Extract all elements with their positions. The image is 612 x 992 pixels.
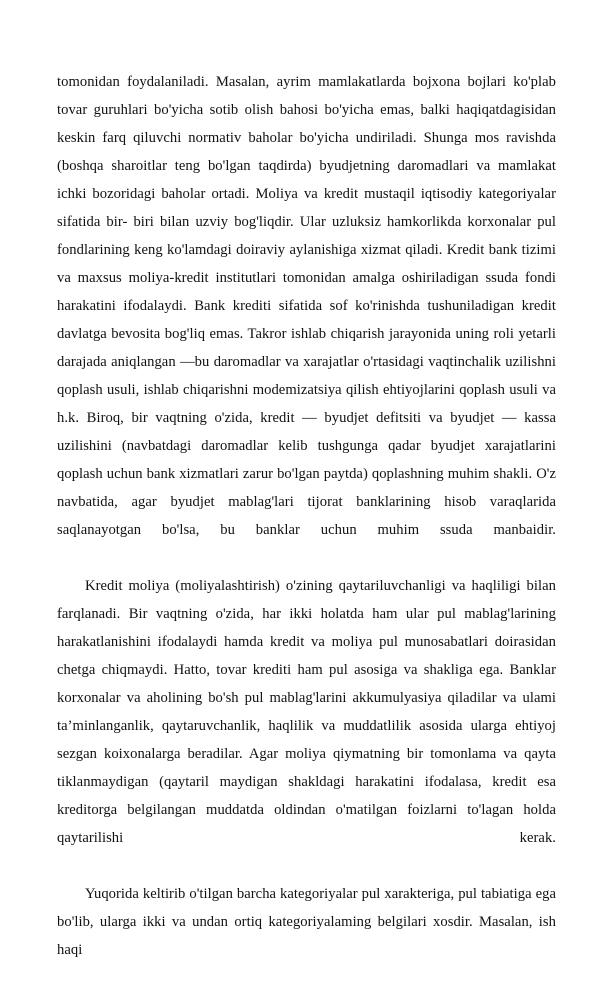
document-body <box>57 68 556 992</box>
paragraph-3: Yuqorida keltirib o'tilgan barcha kategoriyalar pul xarakteriga, pul tabiatiga ega bo'lib, ularga ikki va undan ortiq kategoriyalaming belgilari xosdir. Masalan, ish haqi <box>57 886 556 958</box>
paragraph-1: tomonidan foydalaniladi. Masalan, ayrim mamlakatlarda bojxona bojlari ko'plab tovar guruhlari bo'yicha sotib olish bahosi bo'yicha emas, balki haqiqatdagisidan keskin farq qiluvchi normativ baholar bo'yicha undiriladi. Shunga mos ravishda (boshqa sharoitlar teng bo'lgan taqdirda) byudjetning daromadlari va mamlakat ichki bozoridagi baholar ortadi. Moliya va kredit mustaqil iqtisodiy kategoriyalar sifatida bir- biri bilan uzviy bog'liqdir. Ular uzluksiz hamkorlikda korxonalar pul fondlarining keng ko'lamdagi doiraviy aylanishiga xizmat qiladi. Kredit bank tizimi va maxsus moliya-kredit institutlari tomonidan amalga oshiriladigan ssuda fondi harakatini ifodalaydi. Bank krediti sifatida sof ko'rinishda tushuniladigan kredit davlatga bevosita bog'liq emas. Takror ishlab chiqarish jarayonida uning roli yetarli darajada aniqlangan —bu daromadlar va xarajatlar o'rtasidagi vaqtinchalik uzilishni qoplash usuli, ishlab chiqarishni modemizatsiya qilish ehtiyojlarini qoplash usuli va h.k. Biroq, bir vaqtning o'zida, kredit — byudjet defitsiti va byudjet — kassa uzilishini (navbatdagi daromadlar kelib tushgunga qadar byudjet xarajatlarini qoplash uchun bank xizmatlari zarur bo'lgan paytda) qoplashning muhim shakli. O'z navbatida, agar byudjet mablag'lari tijorat banklarining hisob varaqlarida saqlanayotgan bo'lsa, bu banklar uchun muhim ssuda manbaidir. <box>57 74 556 538</box>
paragraph-2: Kredit moliya (moliyalashtirish) o'zining qaytariluvchanligi va haqliligi bilan farqlanadi. Bir vaqtning o'zida, har ikki holatda ham ular pul mablag'larining harakatlanishini ifodalaydi hamda kredit va moliya pul munosabatlari doirasidan chetga chiqmaydi. Hatto, tovar krediti ham pul asosiga va shakliga ega. Banklar korxonalar va aholining bo'sh pul mablag'larini akkumulyasiya qiladilar va ulami ta’minlanganlik, qaytaruvchanlik, haqlilik va muddatlilik asosida ularga ehtiyoj sezgan koixonalarga beradilar. Agar moliya qiymatning bir tomonlama va qayta tiklanmaydigan (qaytaril maydigan shakldagi harakatini ifodalasa, kredit esa kreditorga belgilangan muddatda oldindan o'matilgan foizlarni to'lagan holda qaytarilishi kerak. <box>57 578 556 846</box>
